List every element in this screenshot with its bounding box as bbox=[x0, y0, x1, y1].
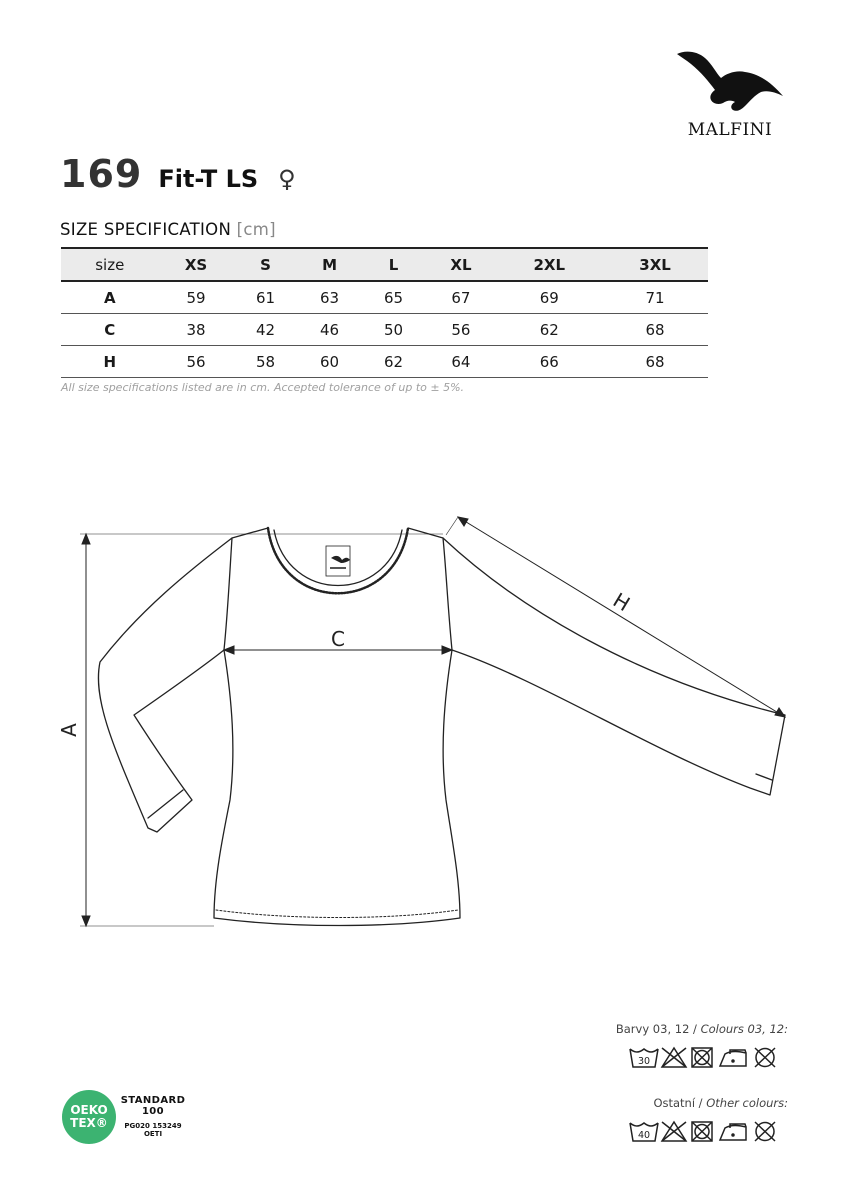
column-header: XL bbox=[426, 248, 497, 281]
table-cell: 69 bbox=[496, 281, 602, 314]
table-cell: 38 bbox=[159, 314, 234, 346]
standard-label: STANDARD bbox=[120, 1095, 186, 1106]
tolerance-note: All size specifications listed are in cm. Accepted tolerance of up to ± 5%. bbox=[61, 381, 465, 394]
no-dry-clean-icon bbox=[755, 1122, 775, 1141]
table-cell: 61 bbox=[234, 281, 298, 314]
care-symbols-colors bbox=[629, 1046, 787, 1070]
table-cell: 60 bbox=[298, 346, 362, 378]
column-header: L bbox=[362, 248, 426, 281]
table-cell: 42 bbox=[234, 314, 298, 346]
standard-number: 100 bbox=[141, 1106, 165, 1117]
column-header: XS bbox=[159, 248, 234, 281]
table-cell: 63 bbox=[298, 281, 362, 314]
size-table-header bbox=[61, 248, 708, 281]
table-cell: 59 bbox=[159, 281, 234, 314]
measurement-lines bbox=[80, 517, 785, 926]
care-symbols-other bbox=[629, 1120, 787, 1144]
table-cell: 71 bbox=[602, 281, 708, 314]
brand-name: MALFINI bbox=[687, 120, 773, 140]
oeko-tex-details bbox=[120, 1095, 186, 1138]
wash-icon bbox=[630, 1123, 658, 1141]
table-cell: 56 bbox=[426, 314, 497, 346]
neck-label bbox=[326, 546, 350, 576]
female-icon: ♀ bbox=[278, 165, 296, 193]
bird-logo-icon bbox=[675, 48, 785, 116]
no-dry-clean-icon bbox=[755, 1048, 775, 1067]
wash-temperature: 30 bbox=[637, 1056, 651, 1067]
certificate-number: PG020 153249 bbox=[124, 1122, 182, 1130]
size-table bbox=[61, 247, 708, 378]
column-header: M bbox=[298, 248, 362, 281]
dimension-label-a: A bbox=[57, 723, 81, 737]
table-cell: 65 bbox=[362, 281, 426, 314]
table-cell: 64 bbox=[426, 346, 497, 378]
no-tumble-dry-icon bbox=[692, 1122, 712, 1141]
table-cell: 62 bbox=[496, 314, 602, 346]
oeko-line2: TEX® bbox=[70, 1116, 108, 1130]
malfini-logo bbox=[670, 48, 790, 140]
row-label: A bbox=[61, 281, 159, 314]
iron-icon bbox=[720, 1050, 746, 1066]
oeko-line1: OEKO bbox=[70, 1103, 108, 1117]
table-row bbox=[61, 314, 708, 346]
table-cell: 67 bbox=[426, 281, 497, 314]
row-label: C bbox=[61, 314, 159, 346]
no-bleach-icon bbox=[662, 1048, 686, 1067]
table-cell: 62 bbox=[362, 346, 426, 378]
table-cell: 68 bbox=[602, 314, 708, 346]
column-header: 2XL bbox=[496, 248, 602, 281]
colors-label-cz: Barvy 03, 12 bbox=[615, 1022, 690, 1036]
table-row bbox=[61, 281, 708, 314]
no-tumble-dry-icon bbox=[692, 1048, 712, 1067]
row-label: H bbox=[61, 346, 159, 378]
dimension-label-c: C bbox=[331, 627, 345, 651]
size-spec-heading bbox=[60, 220, 276, 239]
size-spec-title: SIZE SPECIFICATION bbox=[60, 220, 232, 239]
column-header: 3XL bbox=[602, 248, 708, 281]
table-cell: 66 bbox=[496, 346, 602, 378]
no-bleach-icon bbox=[662, 1122, 686, 1141]
product-code: 169 bbox=[60, 152, 143, 196]
table-cell: 46 bbox=[298, 314, 362, 346]
size-spec-unit: [cm] bbox=[236, 220, 276, 239]
other-label-cz: Ostatní bbox=[653, 1096, 696, 1110]
table-row bbox=[61, 346, 708, 378]
table-cell: 68 bbox=[602, 346, 708, 378]
wash-temperature: 40 bbox=[637, 1130, 651, 1141]
oeko-tex-badge bbox=[62, 1090, 116, 1144]
garment-diagram bbox=[0, 500, 849, 940]
column-header: S bbox=[234, 248, 298, 281]
certificate-institute: OETI bbox=[143, 1130, 163, 1138]
other-label-en: Other colours: bbox=[706, 1096, 788, 1110]
dimension-label-h: H bbox=[608, 587, 635, 617]
table-cell: 56 bbox=[159, 346, 234, 378]
shirt-outline bbox=[98, 528, 785, 926]
wash-icon bbox=[630, 1049, 658, 1067]
column-header: size bbox=[61, 248, 159, 281]
iron-icon bbox=[720, 1124, 746, 1140]
product-title bbox=[60, 152, 296, 196]
colors-label-en: Colours 03, 12: bbox=[700, 1022, 788, 1036]
table-cell: 58 bbox=[234, 346, 298, 378]
other-colors-label: Ostatní / Other colours: bbox=[653, 1096, 788, 1110]
table-cell: 50 bbox=[362, 314, 426, 346]
product-name: Fit-T LS bbox=[158, 165, 259, 193]
colors-label: Barvy 03, 12 / Colours 03, 12: bbox=[615, 1022, 788, 1036]
